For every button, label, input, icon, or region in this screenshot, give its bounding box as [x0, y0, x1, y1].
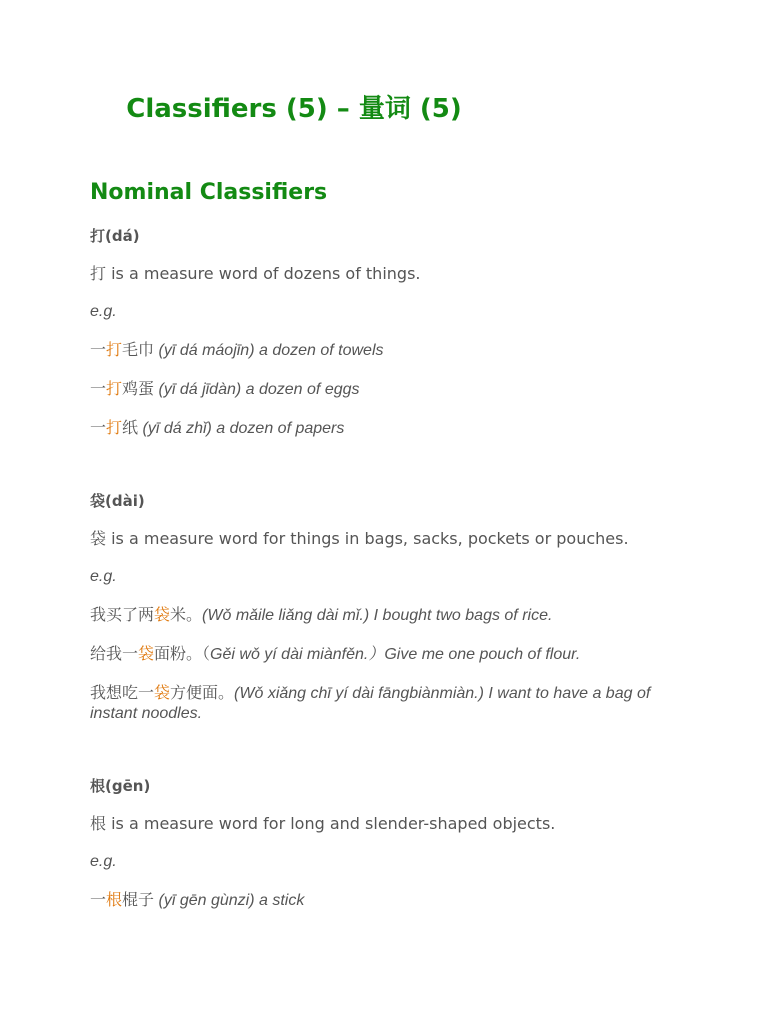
- example-sentence: 我买了两袋米。(Wǒ mǎile liǎng dài mǐ.) I bought two bags of rice.: [90, 605, 553, 624]
- classifier-description: 袋 is a measure word for things in bags, sacks, pockets or pouches.: [90, 529, 629, 548]
- classifier-term: 袋(dài): [90, 492, 145, 510]
- example-sentence: 一打毛巾 (yī dá máojīn) a dozen of towels: [90, 340, 384, 359]
- eg-label: e.g.: [90, 568, 117, 585]
- example-sentence: 我想吃一袋方便面。(Wǒ xiǎng chī yí dài fāngbiànmiàn.) I want to have a bag of instant noodles.: [90, 683, 651, 722]
- classifier-entry-dai: [90, 491, 680, 724]
- example-sentence: 一打鸡蛋 (yī dá jīdàn) a dozen of eggs: [90, 379, 360, 398]
- classifier-term: 根(gēn): [90, 777, 151, 795]
- classifier-description: 打 is a measure word of dozens of things.: [90, 264, 421, 283]
- example-sentence: 一打纸 (yī dá zhǐ) a dozen of papers: [90, 418, 345, 437]
- classifier-entry-gen: [90, 776, 680, 911]
- classifier-term: 打(dá): [90, 227, 140, 245]
- section-heading: Nominal Classifiers: [90, 180, 328, 205]
- eg-label: e.g.: [90, 303, 117, 320]
- classifier-entry-da: [90, 226, 680, 439]
- example-sentence: 给我一袋面粉。（Gěi wǒ yí dài miànfěn.）Give me one pouch of flour.: [90, 644, 581, 663]
- eg-label: e.g.: [90, 853, 117, 870]
- page-title: Classifiers (5) – 量词 (5): [126, 94, 462, 124]
- classifier-description: 根 is a measure word for long and slender-shaped objects.: [90, 814, 556, 833]
- example-sentence: 一根棍子 (yī gēn gùnzi) a stick: [90, 890, 305, 909]
